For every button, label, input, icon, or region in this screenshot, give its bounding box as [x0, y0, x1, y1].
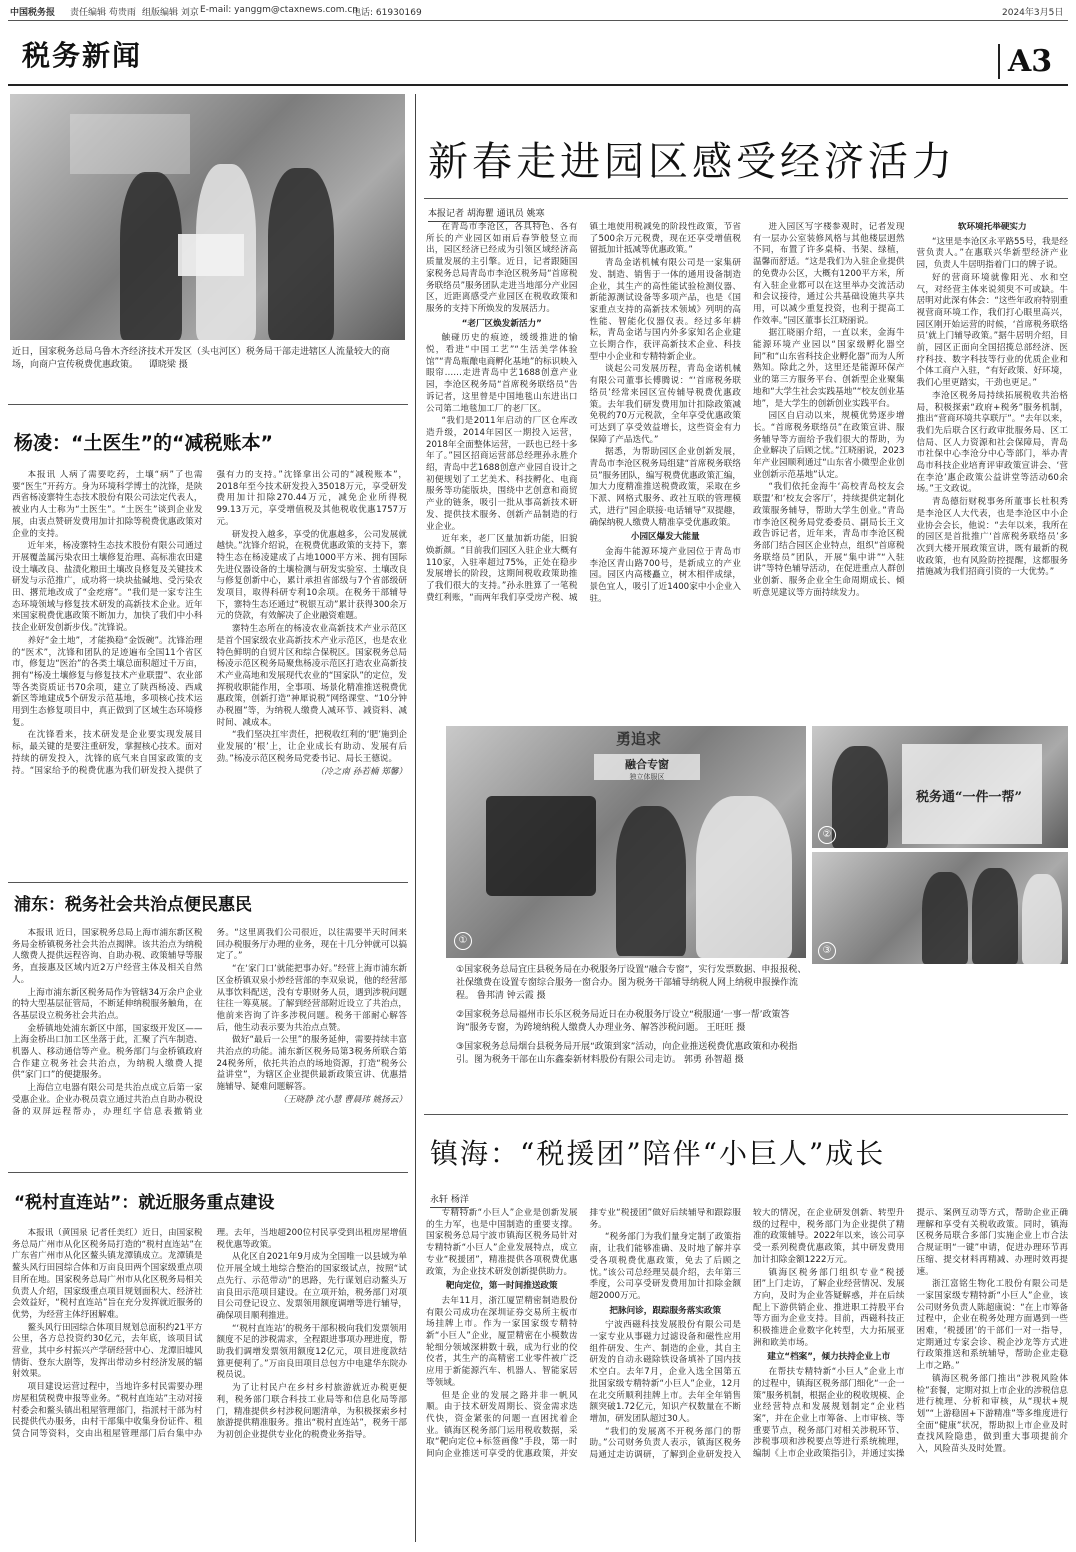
paragraph: “这里是李沧区永平路55号，我是经营负责人。”在惠联兴华新型经济产业园，负责人牛居明指着门口的牌子说。 — [916, 236, 1068, 271]
layout-credit: 组版编辑 刘京 — [142, 8, 199, 18]
article-yangling — [12, 470, 407, 878]
top-rule — [8, 20, 1068, 21]
subheading: 建立“档案”，倾力扶持企业上市 — [767, 1352, 891, 1363]
headline-pudong: 浦东：税务社会共治点便民惠民 — [14, 895, 252, 915]
photo-number: ① — [454, 932, 472, 950]
sign-text: 税务通“一件一帮” — [916, 790, 1022, 805]
paragraph: 专精特新“小巨人”企业是创新发展的生力军，也是中国制造的重要支撑。国家税务总局宁波市镇海区税务局针对专精特新“小巨人”企业发展特点，成立专业“税援团”，精准提供各项税费优惠政策，为企业技术研发创新提供助力。 — [426, 1208, 578, 1277]
contact-email: E-mail: yanggm@ctaxnews.com.cn — [200, 5, 359, 15]
zhenhai-byline: 永轩 杨洋 — [430, 1192, 469, 1208]
contact-phone: 电话: 61930169 — [352, 8, 422, 18]
paragraph: “在‘家门口’就能把事办好。”经营上海市浦东新区金桥镇双泉小炒经营部的李双泉说，他的经营部从事饮料配送，没有专职财务人员，遇到涉税问题往往一筹莫展。了解到经营部附近设立了共治点，他前来咨询了许多涉税问题。税务干部耐心解答后，他生动表示要为共治点点赞。 — [216, 964, 407, 1033]
subheading: “老厂区焕发新活力” — [461, 318, 542, 329]
paragraph: 做好“最后一公里”的服务延伸，需要持续丰富共治点的功能。浦东新区税务局第3税务所联合第24税务所，依托共治点的场地资源，打造“税务公益讲堂”，为辖区企业提供最新政策宣讲、优惠措施辅导、疑难问题解答。 — [216, 1035, 407, 1093]
feature-headline: 新春走进园区感受经济活力 — [428, 139, 956, 185]
author-sign: （王晓静 沈小慧 曹晨玮 姚扬云） — [278, 1094, 407, 1105]
paragraph: 为了让村民户在乡村乡村旅游就近办税更便利，税务部门联合科技工业局等和信息化局等部门，精准提供乡村涉税问题清单，为积极探索乡村旅游提供精准服务。推出“税村直连站”，税务干部为初创企业提供专业化的税费业务指导。 — [216, 1383, 407, 1440]
paragraph: 在帮扶专精特新“小巨人”企业上市的过程中，镇海区税务部门细化“一企一策”服务机制，根据企业的税收规模、企业经营特点和发展规划制定“企业档案”，并在企业上市筹备、上市审核、等重要节点，税务部门对相关涉税环节、涉税事项和涉税要点等进行系统梳理，编制《上市企业政策指引》，并通过实操提示、案例互动等方式，帮助企业正确理解和享受有关税收政策。同时，镇海区税务局联合多部门实施企业上市合法合规证明“一键”申请，促进办理环节再压缩、提交材料再精减、办理时效再提速。 — [753, 1208, 1068, 1460]
paragraph: 上海市浦东新区税务局作为管辖34万余户企业的特大型基层征管局，不断延伸纳税服务触角，在各基层设立税务社会共治点。 — [12, 987, 203, 1021]
paragraph: 浙江富铭生物化工股份有限公司是一家国家级专精特新“小巨人”企业，该公司财务负责人陈超康说：“在上市筹备过程中，企业在税务处理方面遇到一些困难，‘税援团’的干部们一对一指导，定期通过专家会诊、税企沙龙等方式进行政策推送和系统辅导，帮助企业走稳上市之路。” — [916, 1279, 1068, 1372]
paragraph: 宁波西磁科技发展股份有限公司是一家专业从事磁力过滤设备和磁性应用组件研发、生产、制造的企业，其自主研发的自动永磁除铁设备填补了国内技术空白。去年7月，企业入选全国第五批国家级专精特新“小巨人”企业，12月在北交所顺利挂牌上市。去年全年销售额突破1.72亿元，知识产权数量在不断增加，研发团队超过30人。 — [589, 1320, 741, 1424]
subheading: 软环境托举硬实力 — [957, 222, 1027, 232]
photo-1-service-window — [446, 726, 806, 958]
divider — [424, 1114, 1068, 1115]
subheading: 靶向定位，第一时间推送政策 — [445, 1281, 558, 1292]
paragraph: 触碰历史的痕迹，缓缓推进的愉悦，看进“中国工艺”“生活美学体验馆”“青岛瓶酿电商孵化基地”的标识映入眼帘……走进青岛中艺1688创意产业园，李沧区税务局“首席税务联络员”告诉记者，这里曾是中国地毯山东进出口公司第二地毯加工厂的老厂区。 — [426, 333, 578, 414]
paragraph: “税务部门为我们量身定制了政策指南，让我们能够准确、及时地了解并享受各项税费优惠政策，免去了后顾之忧。”该公司总经理吴晨介绍，去年第三季度，公司享受研发费用加计扣除金额超2000万元。 — [589, 1232, 741, 1301]
subheading: 把脉问诊，跟踪服务落实政策 — [609, 1305, 722, 1316]
paragraph: 金海牛能源环境产业园位于青岛市李沧区青山路700号，是新成立的产业园。园区内高楼矗立，树木相伴成绿，景色宜人，吸引了近1400家中小企业入驻。 — [589, 546, 741, 604]
paragraph: 青岛金诺机械有限公司是一家集研发、制造、销售于一体的通用设备制造企业，其生产的高性能试验检测仪器、新能源测试设备等多项产品，也是《国家重点支持的高新技术领域》列明的高性能、智能化仪器仪表。经过多年耕耘，青岛金诺与国内外多家知名企业建立长期合作，获评高新技术企业、科技型中小企业和专精特新企业。 — [589, 258, 741, 362]
paragraph: 养好“金土地”，才能换稳“金饭碗”。沈锋治理的“医术”，沈锋和团队的足迹遍布全国11个省区市，修复边“医治”的各类土壤总面积超过千万亩，拥有“杨凌土壤修复与修复技术产业联盟”、农业部等各类资质证书70余项，建立了陕西杨凌、西咸新区等地建成5个研发示范基地，多项核心技术运用到生态修复项目中，真正做到了区域生态环境修复。 — [12, 635, 203, 728]
photo-caption-top — [12, 346, 404, 372]
paper-name: 中国税务报 — [10, 8, 56, 18]
masthead-bar — [0, 0, 1076, 20]
author-sign: （冷之南 孙若楠 郑馨） — [315, 766, 407, 777]
paragraph: 园区自启动以来，规模优势逐步增长。“首席税务联络员”在政策宣讲、服务辅导等方面给予我们很大的帮助，为企业解决了后顾之忧。”江晓丽说，2023年产业园顺利通过“山东省小微型企业创业创新示范基地”认定。 — [753, 411, 905, 480]
caption-2: ②国家税务总局福州市长乐区税务局近日在办税服务厅设立“税服通‘一事一帮’政策答询”服务专窗，为跨境纳税人缴费人办理业务、解答涉税问题。 王旺旺 摄 — [456, 1010, 790, 1033]
photo-3-visit — [812, 852, 1068, 964]
feature-byline: 本报记者 胡海瞿 通讯员 姚寒 — [428, 206, 545, 222]
paragraph: 从化区自2021年9月成为全国唯一以县域为单位开展全域土地综合整治的国家级试点，按照“试点先行、示范带动”的思路，先行谋划启动鳌头万亩良田示范项目建设。在立项开始，税务部门对项目公司登记设立、发票领用额度调增等进行辅导，确保项目顺利推进。 — [216, 1252, 407, 1321]
photo-number: ③ — [818, 942, 836, 960]
section-title: 税务新闻 — [22, 39, 143, 72]
caption-1: ①国家税务总局宜庄县税务局在办税服务厅设置“融合专窗”，实行发票数据、申报报税、社保缴费在设置专窗综合服务一窗合办。图为税务干部辅导纳税人网上纳税申报操作流程。 鲁邦清 钟云霞 摄 — [456, 965, 807, 1001]
paragraph: 去年11月，浙江厦罡精密制造股份有限公司成功在深圳证券交易所主板市场挂牌上市。作为一家国家级专精特新“小巨人”企业，厦罡精密在小模数齿轮细分领域深耕数十载，成为行业的佼佼者，其生产的高精密工业零件被广泛应用于新能源汽车、机器人、智能家居等领域。 — [426, 1295, 578, 1388]
paragraph: 项目建设运营过程中，当地许多村民需要办理房屋租赁税费申报等业务。“税村直连站”主动对接村委会和鳌头镇出租屋管理部门，指派村干部为村民提供代办服务，由村干部集中收集身份证件、租赁合同等资料，交由出租屋管理部门后台集中办理。去年，当地超200位村民享受到出租房屋增值税优惠等政策。 — [12, 1228, 407, 1439]
divider — [8, 882, 408, 883]
paragraph: 镇海区税务部门推出“涉税风险体检”套餐，定期对拟上市企业的涉税信息进行梳理、分析和审核，从“现状+规划”“上游稳固+下游精准”等多维度进行全面“健康”状况，帮助拟上市企业及时查找风险隐患，做到重大事项提前介入，风险苗头及时处置。 — [916, 1373, 1068, 1455]
article-zhenhai — [426, 1208, 1068, 1546]
paragraph: 本报讯（黄国泉 记者任美红）近日，由国家税务总局广州市从化区税务局打造的“税村直连站”在广东省广州市从化区鳌头镇龙潭镇成立。龙潭镇是鳌头风行田园综合体和万亩良田两个国家级重点项目所在地。国家税务总局广州市从化区税务局相关负责人介绍，国家级重点项目规划面积大、经济社会效益好，“税村直连站”旨在充分发挥就近服务的优势，为经营主体纾困解难。 — [12, 1228, 203, 1320]
paragraph: 本报讯 人病了需要吃药，土壤“病”了也需要“医生”开药方。身为环境科学博士的沈锋，是陕西省杨凌寨特生态技术股份有限公司法定代表人，被业内人士称为“土医生”。“土医生”谈到企业发展，由衷点赞研发费用加计扣除等税费优惠政策对企业的支持。 — [12, 470, 203, 539]
page-number: A3 — [998, 44, 1052, 79]
editor-credit: 责任编辑 苟贵雨 — [70, 8, 136, 18]
paragraph: “我们依托金海牛‘高校青岛校友会联盟’和‘校友会客厅’，持续提供定制化政策服务辅导，帮助大学生创业。”青岛市李沧区税务局党委委员、副局长王文政告诉记者，近年来，青岛市李沧区税务部门结合园区企业特点，组织“首席税务联络员”团队，开展“集中讲”“入驻讲”等特色辅导活动，在促进重点人群创业创新、服务企业全生命周期成长、倾听意见建议等方面持续发力。 — [753, 482, 905, 598]
wall-text: 勇追求 — [616, 730, 662, 748]
paragraph: “我们坚决扛牢责任，把税收红利的‘肥’施到企业发展的‘根’上，让企业成长有助动、发展有后劲。”杨凌示范区税务局党委书记、局长王德说。 — [216, 730, 407, 764]
paragraph: 李沧区税务局持续拓展税收共治格局，积极探索“政府+税务”服务机制，推出“营商环境共享联厅”。“去年以来，我们先后联合区行政审批服务局、区工信局、区人力资源和社会保障局，青岛市社保中心李沧分中心等部门，举办青岛市科技企业培育评审政策宣讲会、‘营在李沧’惠企政策公益讲堂等活动60余场。”王文政说。 — [916, 390, 1068, 495]
sign-text: 融合专窗 — [625, 758, 669, 771]
photo-credit: 谭晓梁 摄 — [148, 360, 188, 370]
header-rule — [8, 84, 1068, 86]
headline-zhenhai: 镇海：“税援团”陪伴“小巨人”成长 — [430, 1137, 886, 1170]
divider — [8, 1172, 408, 1173]
issue-date: 2024年3月5日 — [1002, 8, 1064, 18]
paragraph: “我们的发展离不开税务部门的帮助。”公司财务负责人表示，镇海区税务局通过走访调研，了解到企业研发投入较大的情况，在企业研发创新、转型升级的过程中，税务部门为企业提供了精准的政策辅导。2022年以来，该公司享受一系列税费优惠政策，其中研发费用加计扣除金额1222万元。 — [589, 1208, 905, 1461]
sign-subtext: 独立体服区 — [629, 773, 665, 781]
photo-2-consultation — [812, 726, 1068, 848]
paragraph: 在沈锋看来，技术研发是企业要实现发展目标，最关键的是要注重研发，掌握核心技术。面对持续的研发投入，沈锋的底气来自国家政策的支持。“国家给予的税费优惠为我们研发投入提供了强有力的支持。”沈锋拿出公司的“减税账本”，2018年至今技术研发投入35018万元，享受研发费用加计扣除270.44万元，减免企业所得税99.13万元，享受增值税及其他税收优惠1757万元。 — [12, 470, 407, 776]
paragraph: 谈起公司发展历程，青岛金诺机械有限公司董事长傅腾说：“‘首席税务联络员’经常来园区宣传辅导税费优惠政策。去年我们研发费用加计扣除政策减免税约70万元税款，全年享受优惠政策可达到了享受效益增长，这些资金有力保障了产品迭代。” — [589, 364, 741, 445]
paragraph: 本报讯 近日，国家税务总局上海市浦东新区税务局金桥镇税务社会共治点揭牌。该共治点为纳税人缴费人提供远程咨询、自助办税、政策辅导等服务，直接惠及区域内近2万户经营主体及相关自然人。 — [12, 928, 203, 985]
paragraph: “我们是2011年启动的厂区仓库改造升级，2014年园区一期投入运营，2018年全面整体运营，一跃也已经十多年了。”园区招商运营部总经理孙永胜介绍，青岛中艺1688创意产业园自设计之初便规划了工艺美术、科技孵化、电商服务等功能版块，围绕中艺创意和商贸产业的链条，吸引一批从事高新技术研发、提供技术服务、创新产品制造的行业企业。 — [426, 416, 578, 532]
article-pudong — [12, 928, 407, 1168]
paragraph: “‘税村直连站’的税务干部积极向我们发票领用额度不足的涉税需求，全程跟进事项办理进度，帮助我们调增发票领用额度12亿元，项目进度款结算更便利了。”万亩良田项目总包方中电建华东院办税员说。 — [216, 1323, 407, 1381]
photo-number: ② — [818, 826, 836, 844]
divider — [8, 404, 408, 405]
paragraph: 近年来，老厂区量加新功能，旧貌焕新颜。“目前我们园区入驻企业大概有110家，入驻率超过75%，正处在稳步发展增长的阶段，这期间税收政策助推了我们很大的支持。”孙永胜算了一笔税费红利账，“而两年我们享受房产税、城镇土地使用税减免的阶段性政策，节省了500余万元税费，现在还享受增值税留抵加计抵减等优惠政策。” — [426, 222, 741, 603]
photo-tax-service-mall — [10, 94, 405, 340]
paragraph: 上海信立电器有限公司是共治点成立后第一家受惠企业。企业办税员袁立通过共治点自助办税设备的双屏远程帮办，办理红字信息表撤销业务。“这里离我们公司很近，以往需要半天时间来回办税服务厅办理的业务，现在十几分钟就可以搞定了。” — [12, 928, 407, 1117]
caption-text: 近日，国家税务总局乌鲁木齐经济技术开发区（头屯河区）税务局干部走进辖区人流量较大的商场，向商户宣传税费优惠政策。 — [12, 347, 391, 370]
column-divider — [415, 94, 416, 1542]
caption-3: ③国家税务总局烟台县税务局开展“政策到家”活动，向企业推送税费优惠政策和办税指引。图为税务干部在山东鑫泰新材料股份有限公司走访。 郭勇 孙智超 摄 — [456, 1042, 798, 1065]
paragraph: 寨特生态所在的杨凌农业高新技术产业示范区是首个国家级农业高新技术产业示范区，也是农业特色鲜明的自贸片区和综合保税区。国家税务总局杨凌示范区税务局聚焦杨凌示范区打造农业高新技术产业高地和发展现代农业的“国家队”的定位，发挥税收职能作用，全事项、场景化精准推送税费优惠政策，创新打造“神犀说税”网络课堂、“10分钟办税圈”等，为纳税人缴费人减环节、减资料、减时间、减成本。 — [216, 624, 407, 728]
headline-guangzhou: “税村直连站”：就近服务重点建设 — [14, 1193, 275, 1213]
paragraph: 进入园区写字楼参观时，记者发现有一层办公室装修风格与其他楼层迥然不同，布置了许多桌椅、书架、绿植，温馨而舒适。“这是我们为入驻企业提供的免费办公区，大概有1200平方米，所有入驻企业都可以在这里举办交流活动和会议接待，通过公共基础设施共享共用，可以减少重复投资，也利于提高工作效率。”园区董事长江晓丽说。 — [753, 222, 905, 326]
paragraph: 鳌头风行田园综合体项目规划总面积约21平方公里，各方总投资约30亿元，去年底，该项目试营业，其中乡村振兴产学研经营中心、龙潭旧墟风情街、登东大剧等，发挥出带动乡村经济发展的辐射效果。 — [12, 1322, 203, 1380]
paragraph: 据江晓丽介绍，一直以来，金海牛能源环境产业园以“国家级孵化器空间”和“山东省科技企业孵化器”而为人所熟知。除此之外，这里还是能源环保产业的第三方服务平台、创新型企业聚集地和“大学生社会实践基地”“校友创业基地”，是大学生的创新创业实践平台。 — [753, 328, 905, 409]
paragraph: 据悉，为帮助园区企业创新发展，青岛市李沧区税务局组建“首席税务联络员”服务团队，编写税费优惠政策汇编，加大力度精准推送税费政策，采取在乡下派、网格式服务、政社互联的管理模式，进行“园企联接·电话辅导”双提趣，确保纳税人缴费人精准享受优惠政策。 — [589, 447, 741, 528]
photo-captions — [456, 964, 808, 1067]
paragraph: 镇海区税务部门组织专业“税援团”上门走访，了解企业经营情况、发展方向，及时为企业答疑解惑，并在后续配上下游供销企业、推进职工持股平台等方面为企业支持。目前，西磁科技正积极推进企业数字化转型，大力拓展亚洲和欧美市场。 — [753, 1267, 905, 1348]
paragraph: 近年来，杨凌寨特生态技术股份有限公司通过开展覆盖属污染农田土壤修复治理、高标准农田建设土壤改良、盐渍化粮田土壤改良修复及关键技术研发与示范推广，成功将一块块盐碱地、受污染农田、撂荒地改成了“金疙瘩”。“我们是一家专注生态环境领域与修复技术研发的高新技术企业。近年来国家税费优惠政策不断加力，加快了我们中小科技企业研发创新步伐。”沈锋说。 — [12, 541, 203, 634]
subheading: 小园区爆发大能量 — [630, 532, 700, 543]
divider — [424, 198, 1068, 199]
paragraph: 金桥镇地处浦东新区中部，国家级开发区——上海金桥出口加工区坐落于此，汇聚了汽车制造、机器人、移动通信等产业。税务部门与金桥镇政府合作建立税务社会共治点，为纳税人缴费人提供“家门口”的便捷服务。 — [12, 1023, 203, 1081]
paragraph: 但是企业的发展之路并非一帆风顺。由于技术研发周期长、资金需求迭代快，资金紧张的问题一直困扰着企业。镇海区税务部门运用税收数据，采取“靶向定位+标签画像”手段，第一时间向企业推送可享受的优惠政策，并安排专业“税援团”做好后续辅导和跟踪服务。 — [426, 1208, 741, 1460]
paragraph: 好的营商环境就像阳光、水和空气，对经营主体来说须臾不可或缺。牛居明对此深有体会：“这些年政府特别重视营商环境工作，我们打心眼里高兴，园区刚开始运营的时候，‘首席税务联络员’就上门辅导政策。”据牛居明介绍，目前，园区正面向全国招揽总部经济、医疗科技、数字科技等行业的优质企业和个体工商户入驻，“有好政策、好环境，我们心里更踏实，干劲也更足。” — [916, 272, 1068, 389]
paragraph: 青岛德衍财税事务所董事长杜积秀是李沧区人大代表，也是李沧区中小企业协会会长，他说：“去年以来，我所在的园区是首批推广‘首席税务联络员’多次到大楼开展政策宣讲，既有最新的税收政策，也有风险防控提醒，这都服务措施减为我们招商引资的一大优势。” — [916, 497, 1068, 578]
paragraph: 在青岛市李沧区，各具特色、各有所长的产业园区如雨后春笋般竖立而出，园区经济已经成为引领区域经济高质量发展的主引擎。近日，记者跟随国家税务总局青岛市李沧区税务局“首席税务联络员”服务团队走进当地部分产业园区，近距离感受产业园区在税收政策和服务的支持下所焕发的发展活力。 — [426, 222, 578, 314]
article-feature — [426, 222, 1068, 718]
article-guangzhou — [12, 1228, 407, 1546]
paragraph: 研发投入越多，享受的优惠越多，公司发展就越快。”沈锋介绍说，在税费优惠政策的支持下，寨特生态在杨凌建成了占地1000平方米、拥有国际先进仪器设备的土壤检测与研发实验室、土壤改良与修复创新中心，累计承担省部级与7个省部级研发项目，取得科研专利10余项。在税务干部辅导下，寨特生态还通过“税银互动”累计获得300余万元的贷款，有效解决了企业融资难题。 — [216, 529, 407, 622]
headline-yangling: 杨凌：“土医生”的“减税账本” — [14, 432, 273, 454]
